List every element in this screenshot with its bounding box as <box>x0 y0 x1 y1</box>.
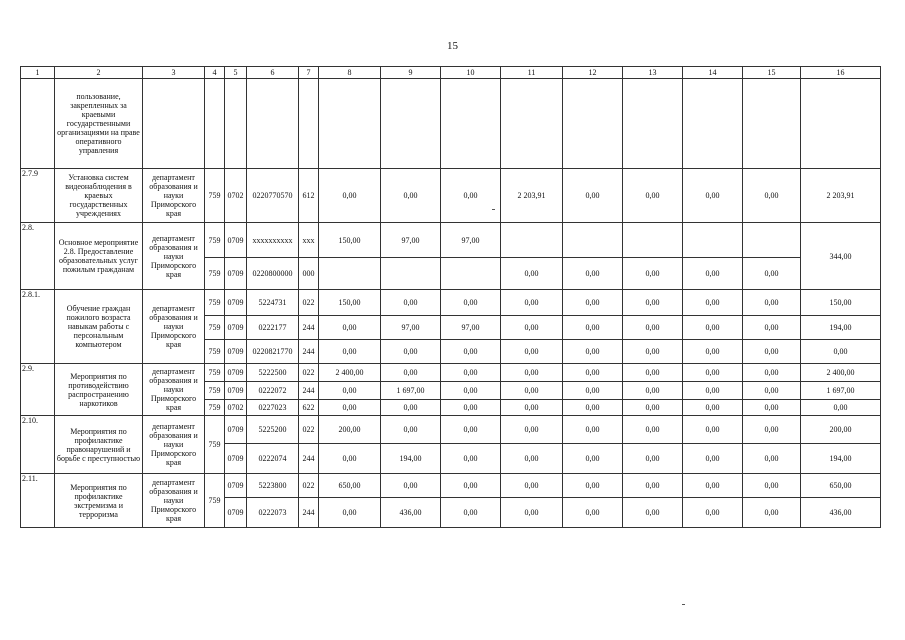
table-cell: 0,00 <box>683 382 743 400</box>
table-cell: 0220821770 <box>247 340 299 364</box>
table-row <box>21 474 881 498</box>
table-cell: 612 <box>299 169 319 223</box>
table-cell: xxx <box>299 223 319 258</box>
table-cell: 0,00 <box>563 364 623 382</box>
table-cell: 0,00 <box>501 444 563 474</box>
table-cell: 0,00 <box>743 316 801 340</box>
table-cell <box>381 258 441 290</box>
table-cell: 759 <box>205 169 225 223</box>
table-cell: 0222177 <box>247 316 299 340</box>
table-cell: 0709 <box>225 444 247 474</box>
table-cell: 2.8.1. <box>21 290 55 364</box>
table-cell: 0,00 <box>441 382 501 400</box>
table-cell <box>563 223 623 258</box>
table-cell <box>143 79 205 169</box>
table-body <box>21 67 881 528</box>
table-cell: 0,00 <box>623 416 683 444</box>
table-cell: 022 <box>299 474 319 498</box>
scan-speck <box>492 209 495 210</box>
table-cell: 0709 <box>225 474 247 498</box>
table-cell <box>683 223 743 258</box>
table-cell: 759 <box>205 364 225 382</box>
table-cell <box>683 79 743 169</box>
table-cell: 759 <box>205 258 225 290</box>
table-cell: 0,00 <box>743 474 801 498</box>
page-number: 15 <box>447 40 458 52</box>
table-cell: 0,00 <box>319 340 381 364</box>
table-cell: 0,00 <box>623 474 683 498</box>
table-cell: пользование, закрепленных за краевыми государственными организациями на праве оперативного управления <box>55 79 143 169</box>
table-cell: 0,00 <box>441 169 501 223</box>
table-cell: 200,00 <box>319 416 381 444</box>
table-cell: 244 <box>299 340 319 364</box>
table-cell: 650,00 <box>319 474 381 498</box>
table-cell <box>501 79 563 169</box>
table-cell: 1 697,00 <box>381 382 441 400</box>
table-row <box>21 169 881 223</box>
table-cell: 0,00 <box>743 382 801 400</box>
table-cell: 0,00 <box>501 290 563 316</box>
table-cell: 0709 <box>225 416 247 444</box>
table-cell: 0709 <box>225 223 247 258</box>
table-cell: департамент образования и науки Приморского края <box>143 474 205 528</box>
table-cell: 0,00 <box>381 340 441 364</box>
table-cell: 0,00 <box>319 169 381 223</box>
table-cell: 0,00 <box>319 316 381 340</box>
table-cell: 0,00 <box>743 169 801 223</box>
table-cell <box>21 79 55 169</box>
table-cell: 436,00 <box>801 498 881 528</box>
table-cell: 0,00 <box>563 316 623 340</box>
table-cell: 0,00 <box>319 444 381 474</box>
table-cell: 0,00 <box>381 400 441 416</box>
table-cell: 1 697,00 <box>801 382 881 400</box>
table-cell: 0,00 <box>683 169 743 223</box>
table-cell: 0,00 <box>683 444 743 474</box>
column-header-3: 3 <box>143 67 205 79</box>
table-cell: 0,00 <box>683 340 743 364</box>
table-cell: 0,00 <box>743 340 801 364</box>
table-cell <box>563 79 623 169</box>
table-cell: 0,00 <box>441 444 501 474</box>
table-cell <box>319 79 381 169</box>
table-cell: 0220800000 <box>247 258 299 290</box>
table-cell: департамент образования и науки Приморского края <box>143 223 205 290</box>
table-cell <box>225 79 247 169</box>
table-cell <box>441 79 501 169</box>
table-cell: 0,00 <box>563 258 623 290</box>
table-row <box>21 364 881 382</box>
table-cell: 2.9. <box>21 364 55 416</box>
table-cell: 2 400,00 <box>801 364 881 382</box>
table-cell: 0702 <box>225 169 247 223</box>
column-header-4: 4 <box>205 67 225 79</box>
table-cell: 022 <box>299 364 319 382</box>
table-cell: 0,00 <box>623 340 683 364</box>
table-cell: 759 <box>205 290 225 316</box>
table-cell: 150,00 <box>319 223 381 258</box>
table-cell: 344,00 <box>801 223 881 290</box>
table-cell: Мероприятия по противодействию распространению наркотиков <box>55 364 143 416</box>
table-cell: 0,00 <box>683 474 743 498</box>
table-cell: Основное мероприятие 2.8. Предоставление образовательных услуг пожилым гражданам <box>55 223 143 290</box>
budget-table <box>20 66 881 528</box>
table-cell: 0709 <box>225 316 247 340</box>
column-header-6: 6 <box>247 67 299 79</box>
table-cell: 0,00 <box>441 290 501 316</box>
table-cell: 244 <box>299 444 319 474</box>
table-cell: 0,00 <box>623 258 683 290</box>
table-cell: 0,00 <box>683 498 743 528</box>
table-cell: 0,00 <box>623 290 683 316</box>
table-cell: 759 <box>205 223 225 258</box>
table-cell: 0,00 <box>563 498 623 528</box>
column-header-8: 8 <box>319 67 381 79</box>
table-cell: 0,00 <box>381 474 441 498</box>
table-cell: 0,00 <box>801 400 881 416</box>
table-cell: Обучение граждан пожилого возраста навыкам работы с персональным компьютером <box>55 290 143 364</box>
table-cell <box>801 79 881 169</box>
table-cell: 5223800 <box>247 474 299 498</box>
table-cell: 0,00 <box>501 400 563 416</box>
column-header-5: 5 <box>225 67 247 79</box>
table-cell: 0,00 <box>441 400 501 416</box>
table-cell: 0,00 <box>381 364 441 382</box>
table-cell: департамент образования и науки Приморского края <box>143 416 205 474</box>
table-cell: 244 <box>299 382 319 400</box>
column-header-12: 12 <box>563 67 623 79</box>
table-cell: 2.8. <box>21 223 55 290</box>
table-cell <box>299 79 319 169</box>
table-cell: 759 <box>205 400 225 416</box>
column-header-10: 10 <box>441 67 501 79</box>
table-cell: 0227023 <box>247 400 299 416</box>
table-cell: 0,00 <box>743 416 801 444</box>
column-header-15: 15 <box>743 67 801 79</box>
table-cell: 97,00 <box>381 223 441 258</box>
table-cell: 0,00 <box>319 498 381 528</box>
header-row <box>21 67 881 79</box>
table-cell: 0,00 <box>501 416 563 444</box>
table-cell: 650,00 <box>801 474 881 498</box>
column-header-14: 14 <box>683 67 743 79</box>
table-cell: 5225200 <box>247 416 299 444</box>
table-cell: 2 203,91 <box>501 169 563 223</box>
table-cell <box>319 258 381 290</box>
table-cell: 0,00 <box>381 290 441 316</box>
table-cell: 0222074 <box>247 444 299 474</box>
table-cell: 0709 <box>225 498 247 528</box>
table-cell: 244 <box>299 316 319 340</box>
table-cell: 0,00 <box>563 290 623 316</box>
table-cell: 0,00 <box>683 316 743 340</box>
table-cell: 5222500 <box>247 364 299 382</box>
table-cell: 0,00 <box>623 316 683 340</box>
table-cell: 0709 <box>225 258 247 290</box>
column-header-9: 9 <box>381 67 441 79</box>
table-cell: 194,00 <box>801 444 881 474</box>
table-cell: 759 <box>205 382 225 400</box>
table-cell: 97,00 <box>441 316 501 340</box>
table-cell: 194,00 <box>381 444 441 474</box>
table-cell: 0,00 <box>501 364 563 382</box>
table-cell: 022 <box>299 290 319 316</box>
table-cell: 0,00 <box>501 474 563 498</box>
column-header-11: 11 <box>501 67 563 79</box>
table-cell: 0,00 <box>441 474 501 498</box>
scan-speck <box>682 604 685 605</box>
table-cell: 0709 <box>225 382 247 400</box>
table-cell: 0,00 <box>563 400 623 416</box>
table-cell: 0,00 <box>623 498 683 528</box>
table-cell: 0,00 <box>381 416 441 444</box>
table-cell: 0,00 <box>381 169 441 223</box>
table-cell: 0,00 <box>683 364 743 382</box>
table-cell: 0,00 <box>501 340 563 364</box>
table-cell: 0,00 <box>743 364 801 382</box>
table-cell: 97,00 <box>381 316 441 340</box>
column-header-7: 7 <box>299 67 319 79</box>
table-cell: 0,00 <box>623 400 683 416</box>
table-cell: 436,00 <box>381 498 441 528</box>
table-cell: 759 <box>205 416 225 474</box>
table-cell: 5224731 <box>247 290 299 316</box>
table-cell: 0,00 <box>683 290 743 316</box>
table-cell: 0222072 <box>247 382 299 400</box>
table-cell: 0220770570 <box>247 169 299 223</box>
table-cell: 0,00 <box>563 416 623 444</box>
column-header-1: 1 <box>21 67 55 79</box>
table-cell: департамент образования и науки Приморского края <box>143 169 205 223</box>
table-cell <box>441 258 501 290</box>
table-cell: 022 <box>299 416 319 444</box>
table-cell: 0,00 <box>319 400 381 416</box>
table-cell: 0,00 <box>683 258 743 290</box>
table-cell: 2 203,91 <box>801 169 881 223</box>
table-cell: 0,00 <box>441 364 501 382</box>
table-cell: 0,00 <box>801 340 881 364</box>
table-cell: 2.7.9 <box>21 169 55 223</box>
table-cell: 0,00 <box>743 400 801 416</box>
table-row <box>21 223 881 258</box>
table-cell: 200,00 <box>801 416 881 444</box>
table-row <box>21 79 881 169</box>
table-cell: 150,00 <box>319 290 381 316</box>
table-cell: 0,00 <box>743 258 801 290</box>
table-cell: 2 400,00 <box>319 364 381 382</box>
table-cell: 0,00 <box>743 290 801 316</box>
table-cell: департамент образования и науки Приморского края <box>143 364 205 416</box>
table-cell: 622 <box>299 400 319 416</box>
table-cell: 0,00 <box>563 382 623 400</box>
table-cell: 0,00 <box>623 364 683 382</box>
table-cell: 0709 <box>225 364 247 382</box>
table-cell: 0,00 <box>501 382 563 400</box>
table-cell: 0,00 <box>563 444 623 474</box>
table-cell: 0,00 <box>563 169 623 223</box>
table-row <box>21 290 881 316</box>
table-cell <box>205 79 225 169</box>
table-cell: 0702 <box>225 400 247 416</box>
table-cell: Мероприятия по профилактике экстремизма и терроризма <box>55 474 143 528</box>
table-cell <box>501 223 563 258</box>
table-cell: 0,00 <box>501 498 563 528</box>
table-cell: 0,00 <box>501 316 563 340</box>
table-cell: 759 <box>205 316 225 340</box>
table-cell: 0709 <box>225 290 247 316</box>
table-cell: 759 <box>205 340 225 364</box>
table-cell <box>623 79 683 169</box>
table-cell: 150,00 <box>801 290 881 316</box>
column-header-2: 2 <box>55 67 143 79</box>
table-cell <box>381 79 441 169</box>
table-cell: 0,00 <box>683 416 743 444</box>
table-cell: 0,00 <box>743 444 801 474</box>
table-cell: департамент образования и науки Приморского края <box>143 290 205 364</box>
table-cell: 0,00 <box>683 400 743 416</box>
table-cell: 0,00 <box>623 382 683 400</box>
table-cell <box>623 223 683 258</box>
table-cell: 0,00 <box>319 382 381 400</box>
table-cell: 2.11. <box>21 474 55 528</box>
table-cell: xxxxxxxxxx <box>247 223 299 258</box>
table-cell: 194,00 <box>801 316 881 340</box>
table-cell: 0,00 <box>563 474 623 498</box>
table-cell: 0,00 <box>501 258 563 290</box>
column-header-13: 13 <box>623 67 683 79</box>
table-cell: 0,00 <box>623 444 683 474</box>
column-header-16: 16 <box>801 67 881 79</box>
table-cell <box>743 79 801 169</box>
table-cell: 0,00 <box>743 498 801 528</box>
table-cell: 0709 <box>225 340 247 364</box>
table-cell: 0,00 <box>623 169 683 223</box>
table-cell: 000 <box>299 258 319 290</box>
table-cell: 2.10. <box>21 416 55 474</box>
table-cell <box>247 79 299 169</box>
table-cell: 0,00 <box>441 416 501 444</box>
table-cell: 0,00 <box>563 340 623 364</box>
table-cell: 0222073 <box>247 498 299 528</box>
table-cell: 759 <box>205 474 225 528</box>
table-cell: 0,00 <box>441 498 501 528</box>
table-cell: Мероприятия по профилактике правонарушений и борьбе с преступностью <box>55 416 143 474</box>
table-row <box>21 416 881 444</box>
table-cell <box>743 223 801 258</box>
table-cell: 0,00 <box>441 340 501 364</box>
table-cell: 97,00 <box>441 223 501 258</box>
table-cell: Установка систем видеонаблюдения в краевых государственных учреждениях <box>55 169 143 223</box>
table-cell: 244 <box>299 498 319 528</box>
